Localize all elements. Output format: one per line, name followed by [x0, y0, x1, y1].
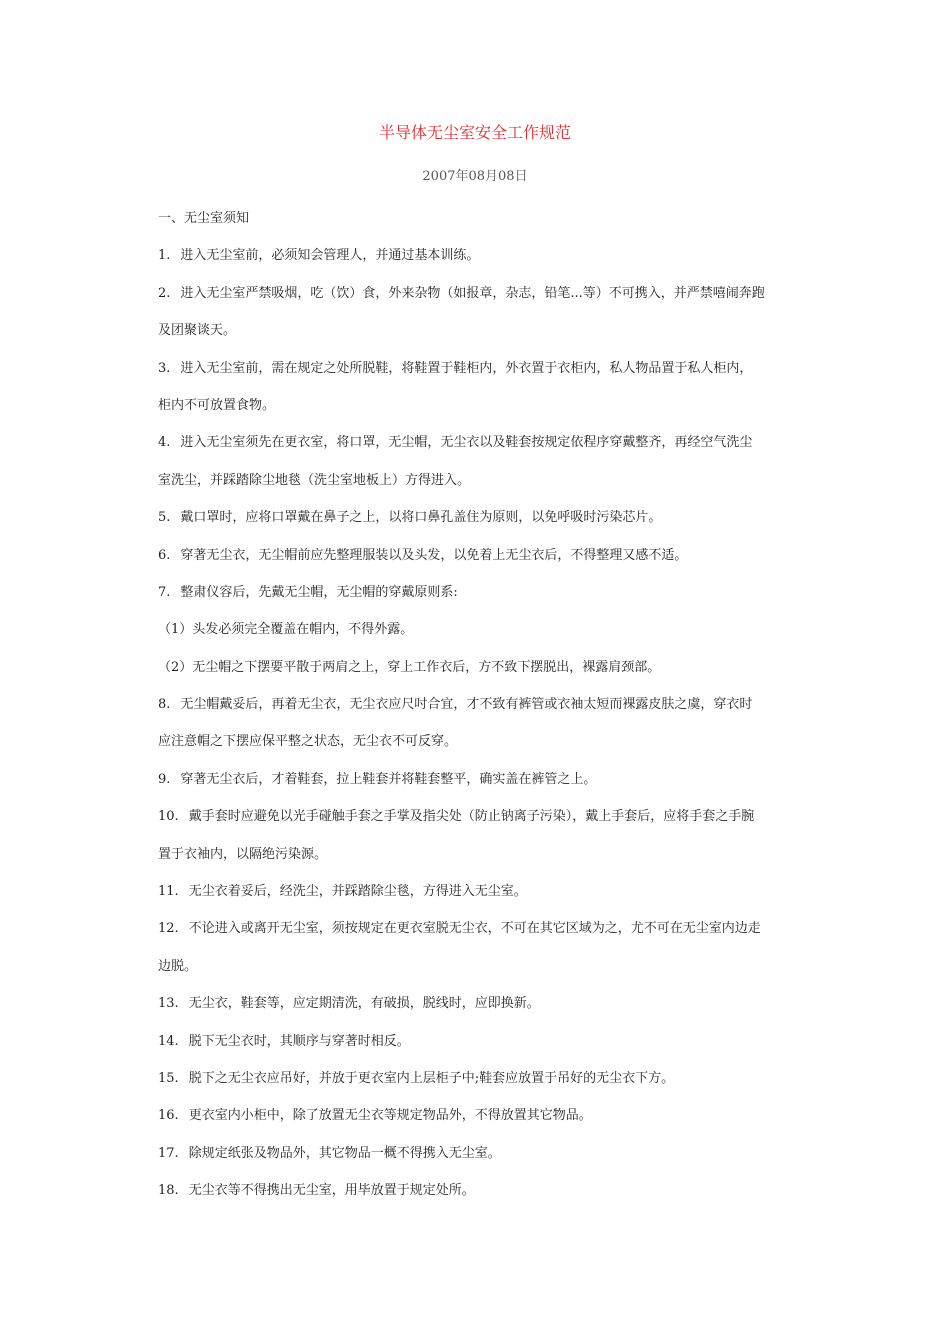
rule-text: 脱下无尘衣时，其顺序与穿著时相反。: [188, 1033, 410, 1049]
rule-text: 边脱。: [158, 958, 198, 974]
rule-text: 柜内不可放置食物。: [158, 397, 276, 413]
rule-item: [158, 798, 808, 835]
rule-item: [158, 985, 808, 1022]
rule-text: 更衣室内小柜中，除了放置无尘衣等规定物品外，不得放置其它物品。: [188, 1108, 592, 1124]
rule-item: [158, 574, 808, 611]
rule-number: 8.: [158, 697, 171, 713]
rule-number: 5.: [158, 510, 171, 526]
section-heading: 一、无尘室须知: [158, 211, 250, 226]
rule-text: 不论进入或离开无尘室，须按规定在更衣室脱无尘衣，不可在其它区域为之，尤不可在无尘室内边走: [188, 921, 761, 937]
document-title: 半导体无尘室安全工作规范: [378, 123, 571, 142]
rule-continuation: [158, 387, 808, 424]
rule-text: 戴口罩时，应将口罩戴在鼻子之上，以将口鼻孔盖住为原则，以免呼吸时污染芯片。: [180, 510, 662, 526]
rule-item: [158, 499, 808, 536]
rule-item: [158, 1172, 808, 1209]
rule-item: [158, 537, 808, 574]
rule-number: 11.: [158, 884, 179, 900]
rule-continuation: [158, 723, 808, 760]
rule-text: 置于衣袖内，以隔绝污染源。: [158, 846, 328, 862]
rule-item: [158, 686, 808, 723]
rule-item: [158, 237, 808, 274]
rule-text: 进入无尘室须先在更衣室，将口罩，无尘帽，无尘衣以及鞋套按规定依程序穿戴整齐，再经空气洗尘: [180, 435, 753, 451]
rule-item: [158, 1060, 808, 1097]
rule-text: 无尘帽戴妥后，再着无尘衣，无尘衣应尺吋合宜，才不致有裤管或衣袖太短而裸露皮肤之虞，穿衣时: [180, 697, 753, 713]
rule-text: 进入无尘室前，需在规定之处所脱鞋，将鞋置于鞋柜内，外衣置于衣柜内，私人物品置于私人柜内，: [180, 360, 753, 376]
rule-number: 9.: [158, 771, 171, 787]
rule-number: 13.: [158, 996, 179, 1012]
rule-text: 无尘衣，鞋套等，应定期清洗，有破损，脱线时，应即换新。: [188, 996, 540, 1012]
rule-number: 14.: [158, 1033, 179, 1049]
rule-continuation: [158, 836, 808, 873]
rule-item: [158, 1135, 808, 1172]
rule-text: 室洗尘，并踩踏除尘地毯（洗尘室地板上）方得进入。: [158, 472, 471, 488]
rule-number: 10.: [158, 809, 179, 825]
rule-item: [158, 275, 808, 312]
rule-number: 12.: [158, 921, 179, 937]
rule-number: 6.: [158, 547, 171, 563]
rule-number: 4.: [158, 435, 171, 451]
rule-continuation: [158, 611, 808, 648]
rule-continuation: [158, 649, 808, 686]
rule-text: （2）无尘帽之下摆要平散于两肩之上，穿上工作衣后，方不致下摆脱出，裸露肩颈部。: [158, 659, 661, 675]
rule-item: [158, 1097, 808, 1134]
rule-number: 2.: [158, 285, 171, 301]
rule-number: 7.: [158, 584, 171, 600]
rule-text: 无尘衣等不得携出无尘室，用毕放置于规定处所。: [188, 1183, 475, 1199]
rule-item: [158, 873, 808, 910]
rule-number: 15.: [158, 1070, 179, 1086]
document-body: [158, 200, 808, 1210]
rule-continuation: [158, 948, 808, 985]
rule-text: 穿著无尘衣，无尘帽前应先整理服装以及头发，以免着上无尘衣后，不得整理又感不适。: [180, 547, 688, 563]
rule-text: 脱下之无尘衣应吊好，并放于更衣室内上层柜子中;鞋套应放置于吊好的无尘衣下方。: [188, 1070, 675, 1086]
rule-text: 及团聚谈天。: [158, 323, 237, 339]
rule-continuation: [158, 312, 808, 349]
document-date: 2007年08月08日: [422, 169, 528, 184]
rule-number: 3.: [158, 360, 171, 376]
rule-text: 除规定纸张及物品外，其它物品一概不得携入无尘室。: [188, 1145, 501, 1161]
rule-item: [158, 1023, 808, 1060]
rule-text: 戴手套时应避免以光手碰触手套之手掌及指尖处（防止钠离子污染），戴上手套后，应将手套之手腕: [188, 809, 755, 825]
rule-text: 穿著无尘衣后，才着鞋套，拉上鞋套并将鞋套整平，确实盖在裤管之上。: [180, 771, 597, 787]
rule-text: 应注意帽之下摆应保平整之状态，无尘衣不可反穿。: [158, 734, 458, 750]
rule-continuation: [158, 462, 808, 499]
rule-text: 整肃仪容后，先戴无尘帽，无尘帽的穿戴原则系:: [180, 584, 458, 600]
rule-number: 16.: [158, 1108, 179, 1124]
rule-item: [158, 424, 808, 461]
rule-item: [158, 910, 808, 947]
rule-text: 无尘衣着妥后，经洗尘，并踩踏除尘毯，方得进入无尘室。: [188, 884, 527, 900]
rule-list: [158, 237, 808, 1209]
rule-number: 18.: [158, 1183, 179, 1199]
rule-number: 1.: [158, 248, 171, 264]
rule-text: 进入无尘室严禁吸烟，吃（饮）食，外来杂物（如报章，杂志，铅笔...等）不可携入，并严禁嘻闹奔跑: [180, 285, 765, 301]
rule-number: 17.: [158, 1145, 179, 1161]
rule-item: [158, 350, 808, 387]
rule-text: 进入无尘室前，必须知会管理人，并通过基本训练。: [180, 248, 480, 264]
rule-item: [158, 761, 808, 798]
rule-text: （1）头发必须完全覆盖在帽内，不得外露。: [158, 622, 414, 638]
